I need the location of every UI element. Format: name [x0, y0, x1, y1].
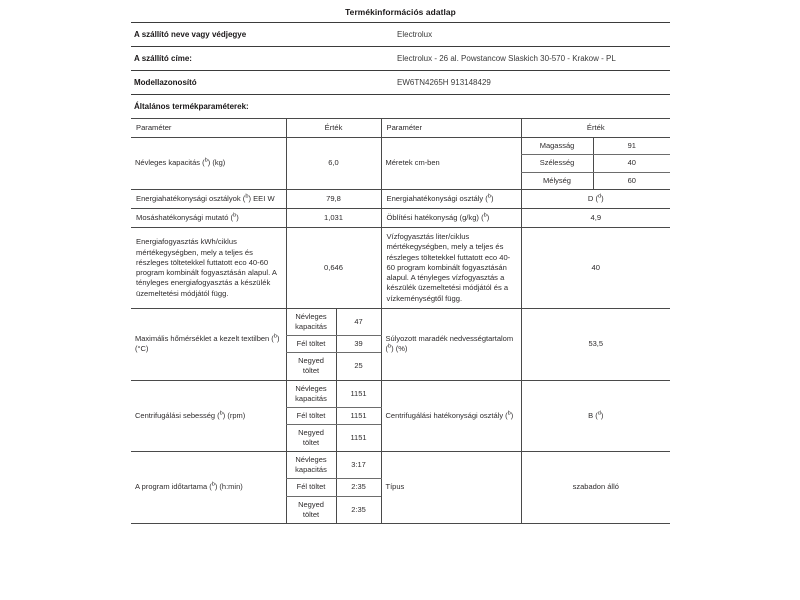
- rinsing-efficiency-label: Öblítési hatékonyság (g/kg) ($^b$): [381, 208, 521, 227]
- page-title: Termékinformációs adatlap: [345, 7, 456, 17]
- spin-speed-rated-label: Névleges kapacitás: [286, 380, 336, 407]
- program-duration-label: A program időtartama ($^b$) (h:min): [131, 452, 286, 524]
- type-label: Típus: [381, 452, 521, 524]
- program-duration-quarter-label: Negyed töltet: [286, 496, 336, 523]
- washing-efficiency-label: Mosáshatékonysági mutató ($^b$): [131, 208, 286, 227]
- general-parameters-table: [131, 118, 670, 524]
- header-value-left: Érték: [286, 119, 381, 138]
- energy-consumption-label: Energiafogyasztás kWh/ciklus mértékegységben, mely a teljes és részleges töltetekkel futtatott eco 40-60 program kombinált fogyasztásán alapul. A tényleges energiafogyasztás a készülék üzemeltetési módjától függ.: [131, 228, 286, 309]
- spin-speed-quarter-value: 1151: [336, 424, 381, 451]
- spin-speed-quarter-label: Negyed töltet: [286, 424, 336, 451]
- program-duration-rated-label: Névleges kapacitás: [286, 452, 336, 479]
- max-temp-rated-value: 47: [336, 308, 381, 335]
- model-identifier-value: EW6TN4265H 913148429: [392, 71, 670, 95]
- max-temp-rated-label: Névleges kapacitás: [286, 308, 336, 335]
- spin-speed-half-value: 1151: [336, 407, 381, 424]
- dimension-width-value: 40: [593, 155, 670, 172]
- rated-capacity-value: 6,0: [286, 138, 381, 189]
- program-duration-rated-value: 3:17: [336, 452, 381, 479]
- max-temp-half-label: Fél töltet: [286, 336, 336, 353]
- table-row: [131, 138, 670, 155]
- dimension-height-label: Magasság: [521, 138, 593, 155]
- table-row: [131, 23, 670, 47]
- table-row: [131, 228, 670, 309]
- energy-consumption-value: 0,646: [286, 228, 381, 309]
- spin-speed-half-label: Fél töltet: [286, 407, 336, 424]
- program-duration-quarter-value: 2:35: [336, 496, 381, 523]
- residual-moisture-label: Súlyozott maradék nedvességtartalom ($^b$) (%): [381, 308, 521, 380]
- table-row: [131, 47, 670, 71]
- supplier-name-label: A szállító neve vagy védjegye: [131, 23, 392, 47]
- dimensions-label: Méretek cm-ben: [381, 138, 521, 189]
- general-parameters-heading: Általános termékparaméterek:: [131, 94, 670, 118]
- spin-speed-label: Centrifugálási sebesség ($^b$) (rpm): [131, 380, 286, 452]
- rinsing-efficiency-value: 4,9: [521, 208, 670, 227]
- max-temp-quarter-label: Negyed töltet: [286, 353, 336, 380]
- header-parameter-right: Paraméter: [381, 119, 521, 138]
- washing-efficiency-value: 1,031: [286, 208, 381, 227]
- supplier-address-value: Electrolux - 26 al. Powstancow Slaskich 30-570 - Krakow - PL: [392, 47, 670, 71]
- max-temp-half-value: 39: [336, 336, 381, 353]
- spin-speed-rated-value: 1151: [336, 380, 381, 407]
- dimension-depth-label: Mélység: [521, 172, 593, 189]
- residual-moisture-value: 53,5: [521, 308, 670, 380]
- header-parameter-left: Paraméter: [131, 119, 286, 138]
- table-row: [131, 380, 670, 407]
- header-value-right: Érték: [521, 119, 670, 138]
- eei-label: Energiahatékonysági osztályok ($^b$) EEI W: [131, 189, 286, 208]
- datasheet-container: [131, 0, 670, 524]
- eei-value: 79,8: [286, 189, 381, 208]
- max-temp-quarter-value: 25: [336, 353, 381, 380]
- energy-class-label: Energiahatékonysági osztály ($^b$): [381, 189, 521, 208]
- model-identifier-label: Modellazonosító: [131, 71, 392, 95]
- dimension-depth-value: 60: [593, 172, 670, 189]
- table-row: [131, 308, 670, 335]
- water-consumption-label: Vízfogyasztás liter/ciklus mértékegységben, mely a teljes és részleges töltetekkel futtatott eco 40-60 program kombinált fogyasztásán alapul. A tényleges vízfogyasztás a készülék üzemeltetési módjától és a vízkeménységtől függ.: [381, 228, 521, 309]
- supplier-name-value: Electrolux: [392, 23, 670, 47]
- max-temperature-label: Maximális hőmérséklet a kezelt textilben ($^b$) (°C): [131, 308, 286, 380]
- spin-class-value: B ($^d$): [521, 380, 670, 452]
- program-duration-half-value: 2:35: [336, 479, 381, 496]
- dimension-width-label: Szélesség: [521, 155, 593, 172]
- rated-capacity-label: Névleges kapacitás ($^b$) (kg): [131, 138, 286, 189]
- spin-class-label: Centrifugálási hatékonysági osztály ($^b$): [381, 380, 521, 452]
- dimension-height-value: 91: [593, 138, 670, 155]
- energy-class-value: D ($^d$): [521, 189, 670, 208]
- water-consumption-value: 40: [521, 228, 670, 309]
- table-row: [131, 71, 670, 95]
- supplier-address-label: A szállító címe:: [131, 47, 392, 71]
- program-duration-half-label: Fél töltet: [286, 479, 336, 496]
- table-row: [131, 189, 670, 208]
- supplier-info-table: [131, 22, 670, 94]
- table-row: [131, 208, 670, 227]
- type-value: szabadon álló: [521, 452, 670, 524]
- table-header-row: [131, 119, 670, 138]
- table-row: [131, 452, 670, 479]
